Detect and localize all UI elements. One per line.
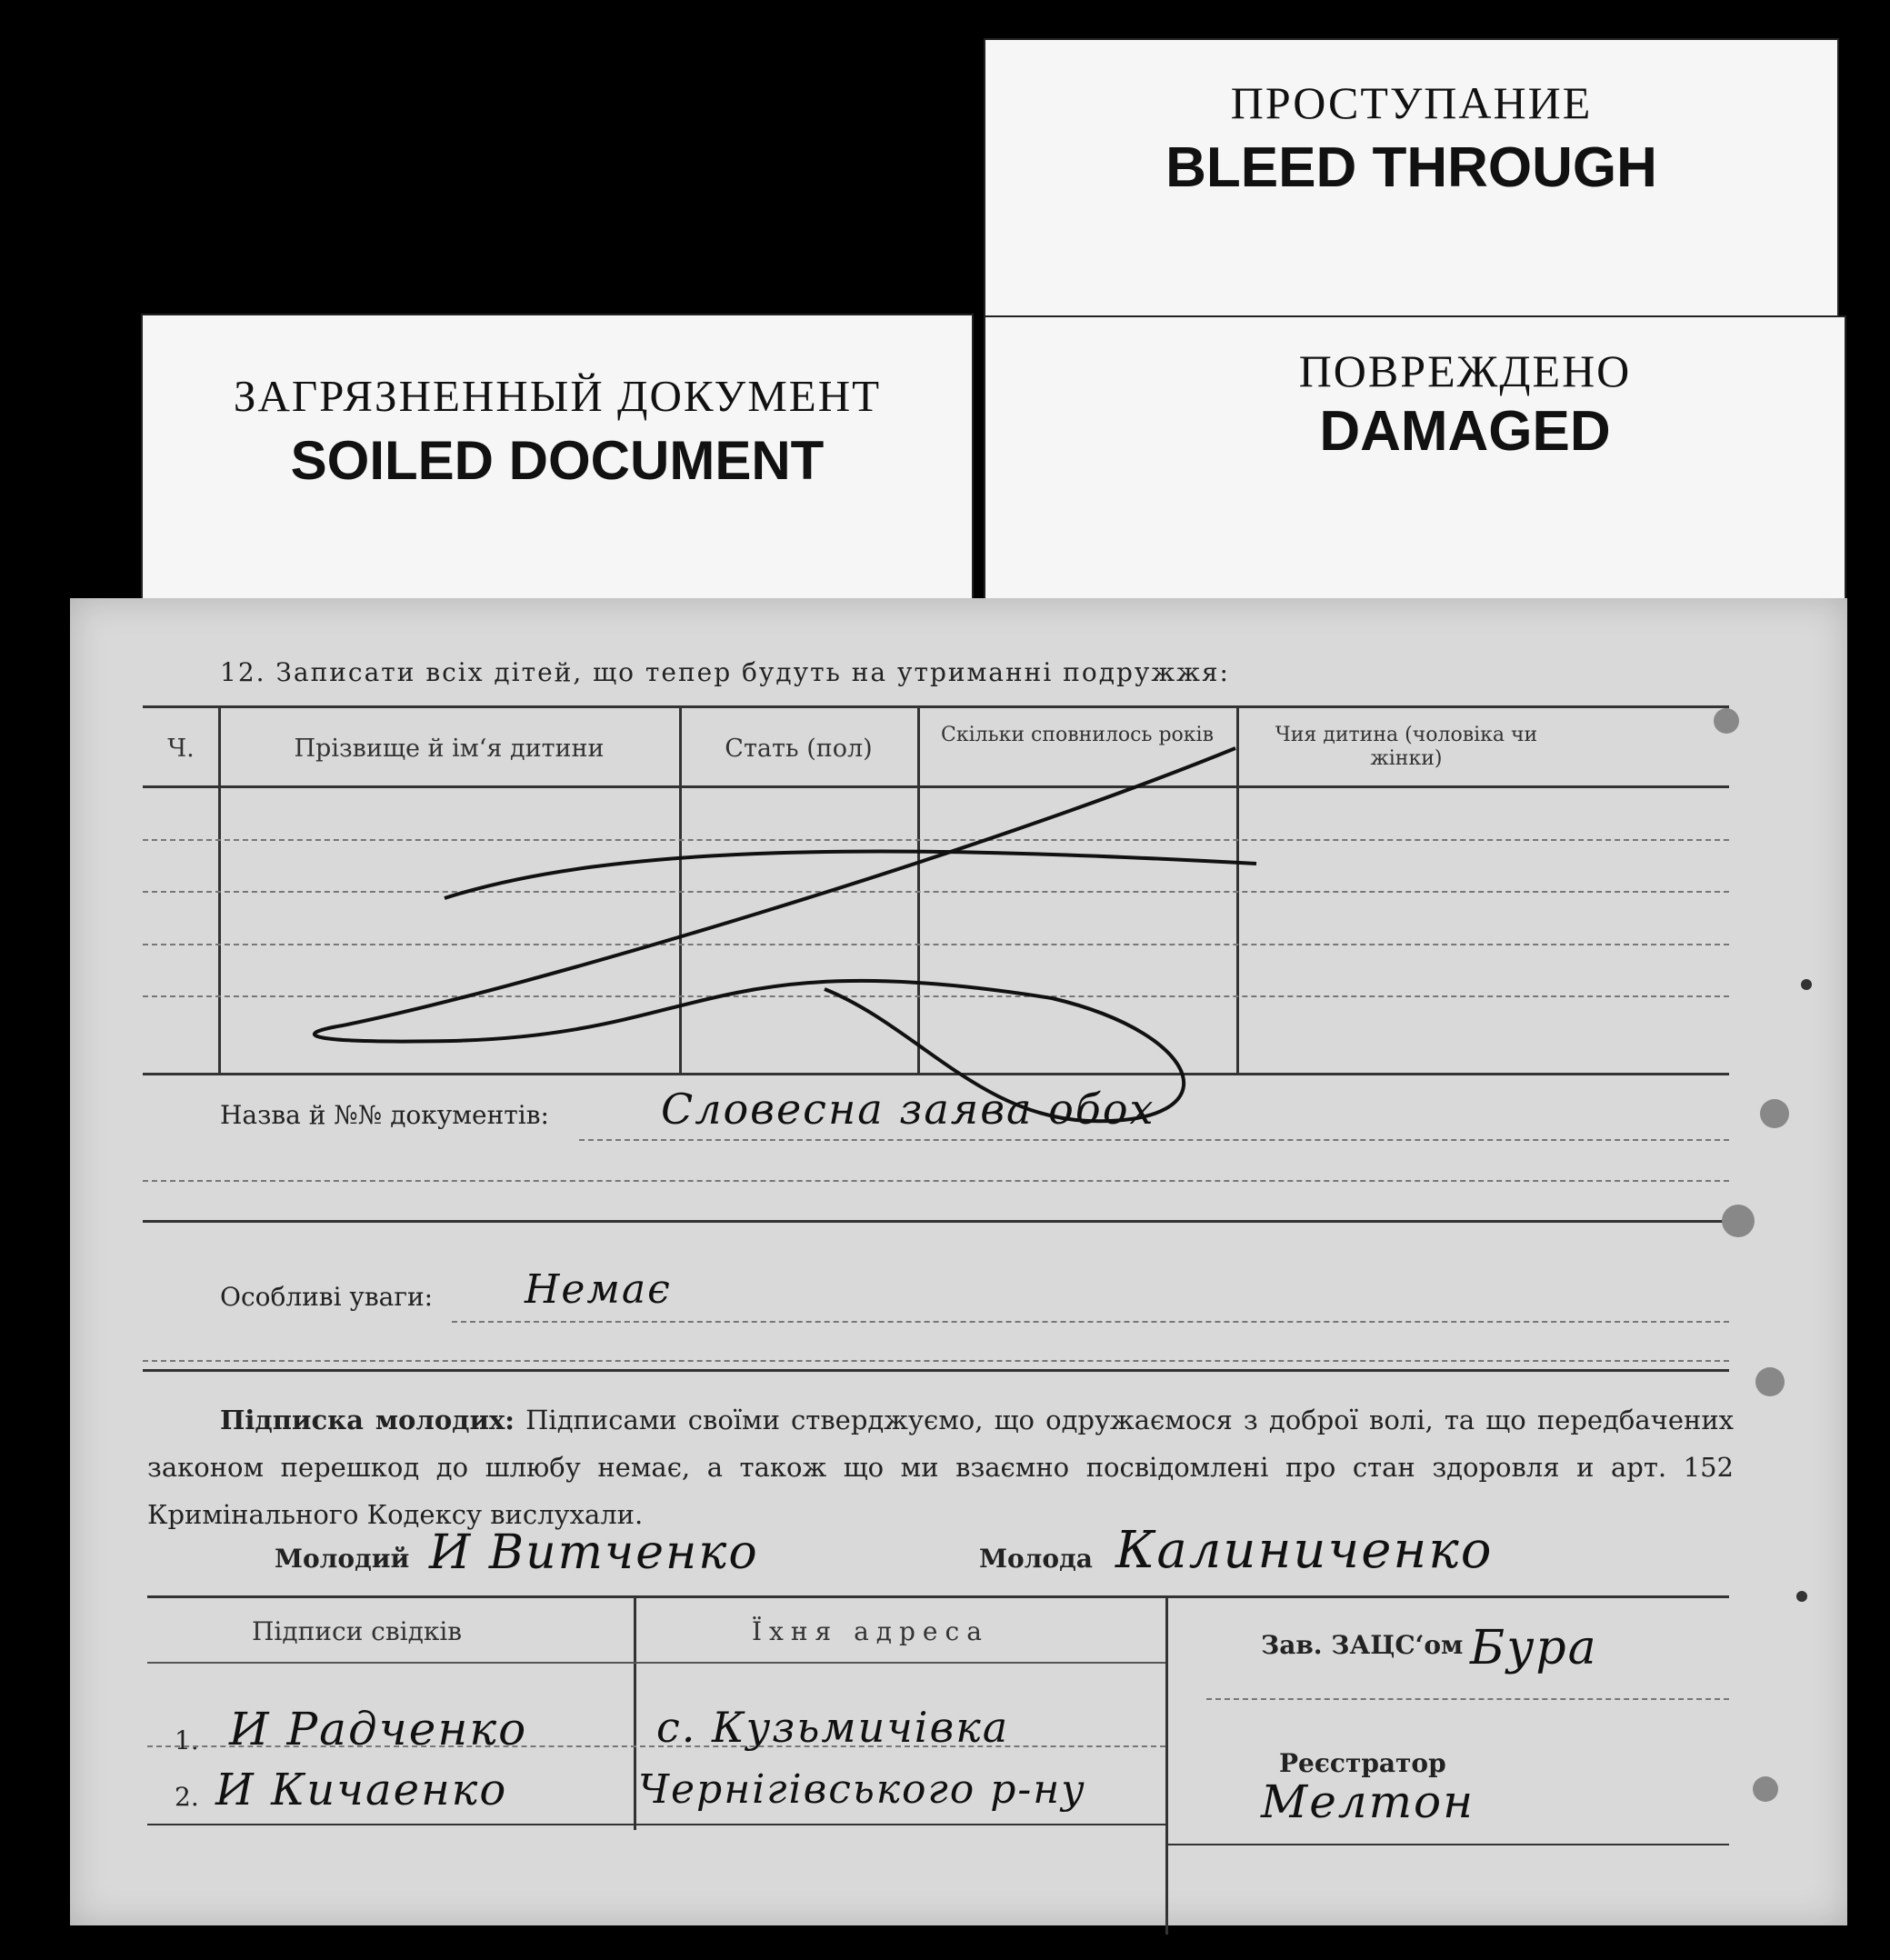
documents-label: Назва й №№ документів: [220, 1100, 549, 1130]
witness-2-address: Чернігівського р-ну [638, 1766, 1086, 1813]
header-sex: Стать (пол) [725, 735, 873, 763]
witness-2-signature: И Кичаенко [215, 1765, 508, 1815]
pledge-text: Підписами своїми стверджуємо, що одружаємося з доброї волі, та що передбачених законом перешкод до шлюбу немає, а також що ми взаємно посвідомлені про стан здоровля и арт. 152 Кримінального Кодексу вислухали. [147, 1405, 1735, 1530]
groom-signature: И Витченко [429, 1525, 759, 1580]
bride-signature: Калиниченко [1115, 1521, 1494, 1580]
witness-1-number: 1. [175, 1725, 199, 1755]
header-child-name: Прізвище й ім‘я дитини [294, 735, 605, 763]
witnesses-header: Підписи свідків [252, 1616, 463, 1646]
witness-1-address: с. Кузьмичівка [656, 1703, 1010, 1752]
pledge-title: Підписка молодих: [220, 1405, 515, 1435]
registrar-signature: Мелтон [1261, 1775, 1475, 1828]
section-12-heading: 12. Записати всіх дітей, що тепер будуть на утриманні подружжя: [220, 657, 1230, 687]
header-number: Ч. [167, 735, 195, 763]
remarks-label: Особливі уваги: [220, 1282, 434, 1312]
header-age: Скільки сповнилось років [941, 724, 1214, 746]
head-signature: Бура [1470, 1621, 1598, 1675]
header-whose-child: Чия дитина (чоловіка чи жінки) [1275, 724, 1538, 770]
head-label: Зав. ЗАЦС‘ом [1261, 1630, 1464, 1660]
binding-holes [70, 598, 1847, 1925]
bleed-through-label-ru: ПРОСТУПАНИЕ [1230, 77, 1593, 128]
damaged-label-en: DAMAGED [1319, 400, 1611, 463]
address-header: Їхня адреса [752, 1616, 989, 1646]
damaged-label-ru: ПОВРЕЖДЕНО [1298, 345, 1632, 396]
soiled-label-ru: ЗАГРЯЗНЕННЫЙ ДОКУМЕНТ [233, 371, 882, 421]
bleed-through-label-en: BLEED THROUGH [1165, 136, 1657, 199]
registrar-label: Реєстратор [1279, 1748, 1446, 1778]
marriage-record-form [70, 598, 1847, 1925]
soiled-label-en: SOILED DOCUMENT [290, 430, 825, 491]
witness-2-number: 2. [175, 1782, 199, 1812]
damaged-card [984, 315, 1846, 628]
bride-label: Молода [979, 1544, 1093, 1574]
bleed-through-card [984, 38, 1839, 328]
groom-label: Молодий [275, 1544, 410, 1574]
soiled-document-card [141, 314, 974, 608]
remarks-handwriting: Немає [525, 1266, 672, 1313]
witness-1-signature: И Радченко [229, 1703, 528, 1755]
documents-handwriting: Словесна заява обох [661, 1085, 1155, 1134]
